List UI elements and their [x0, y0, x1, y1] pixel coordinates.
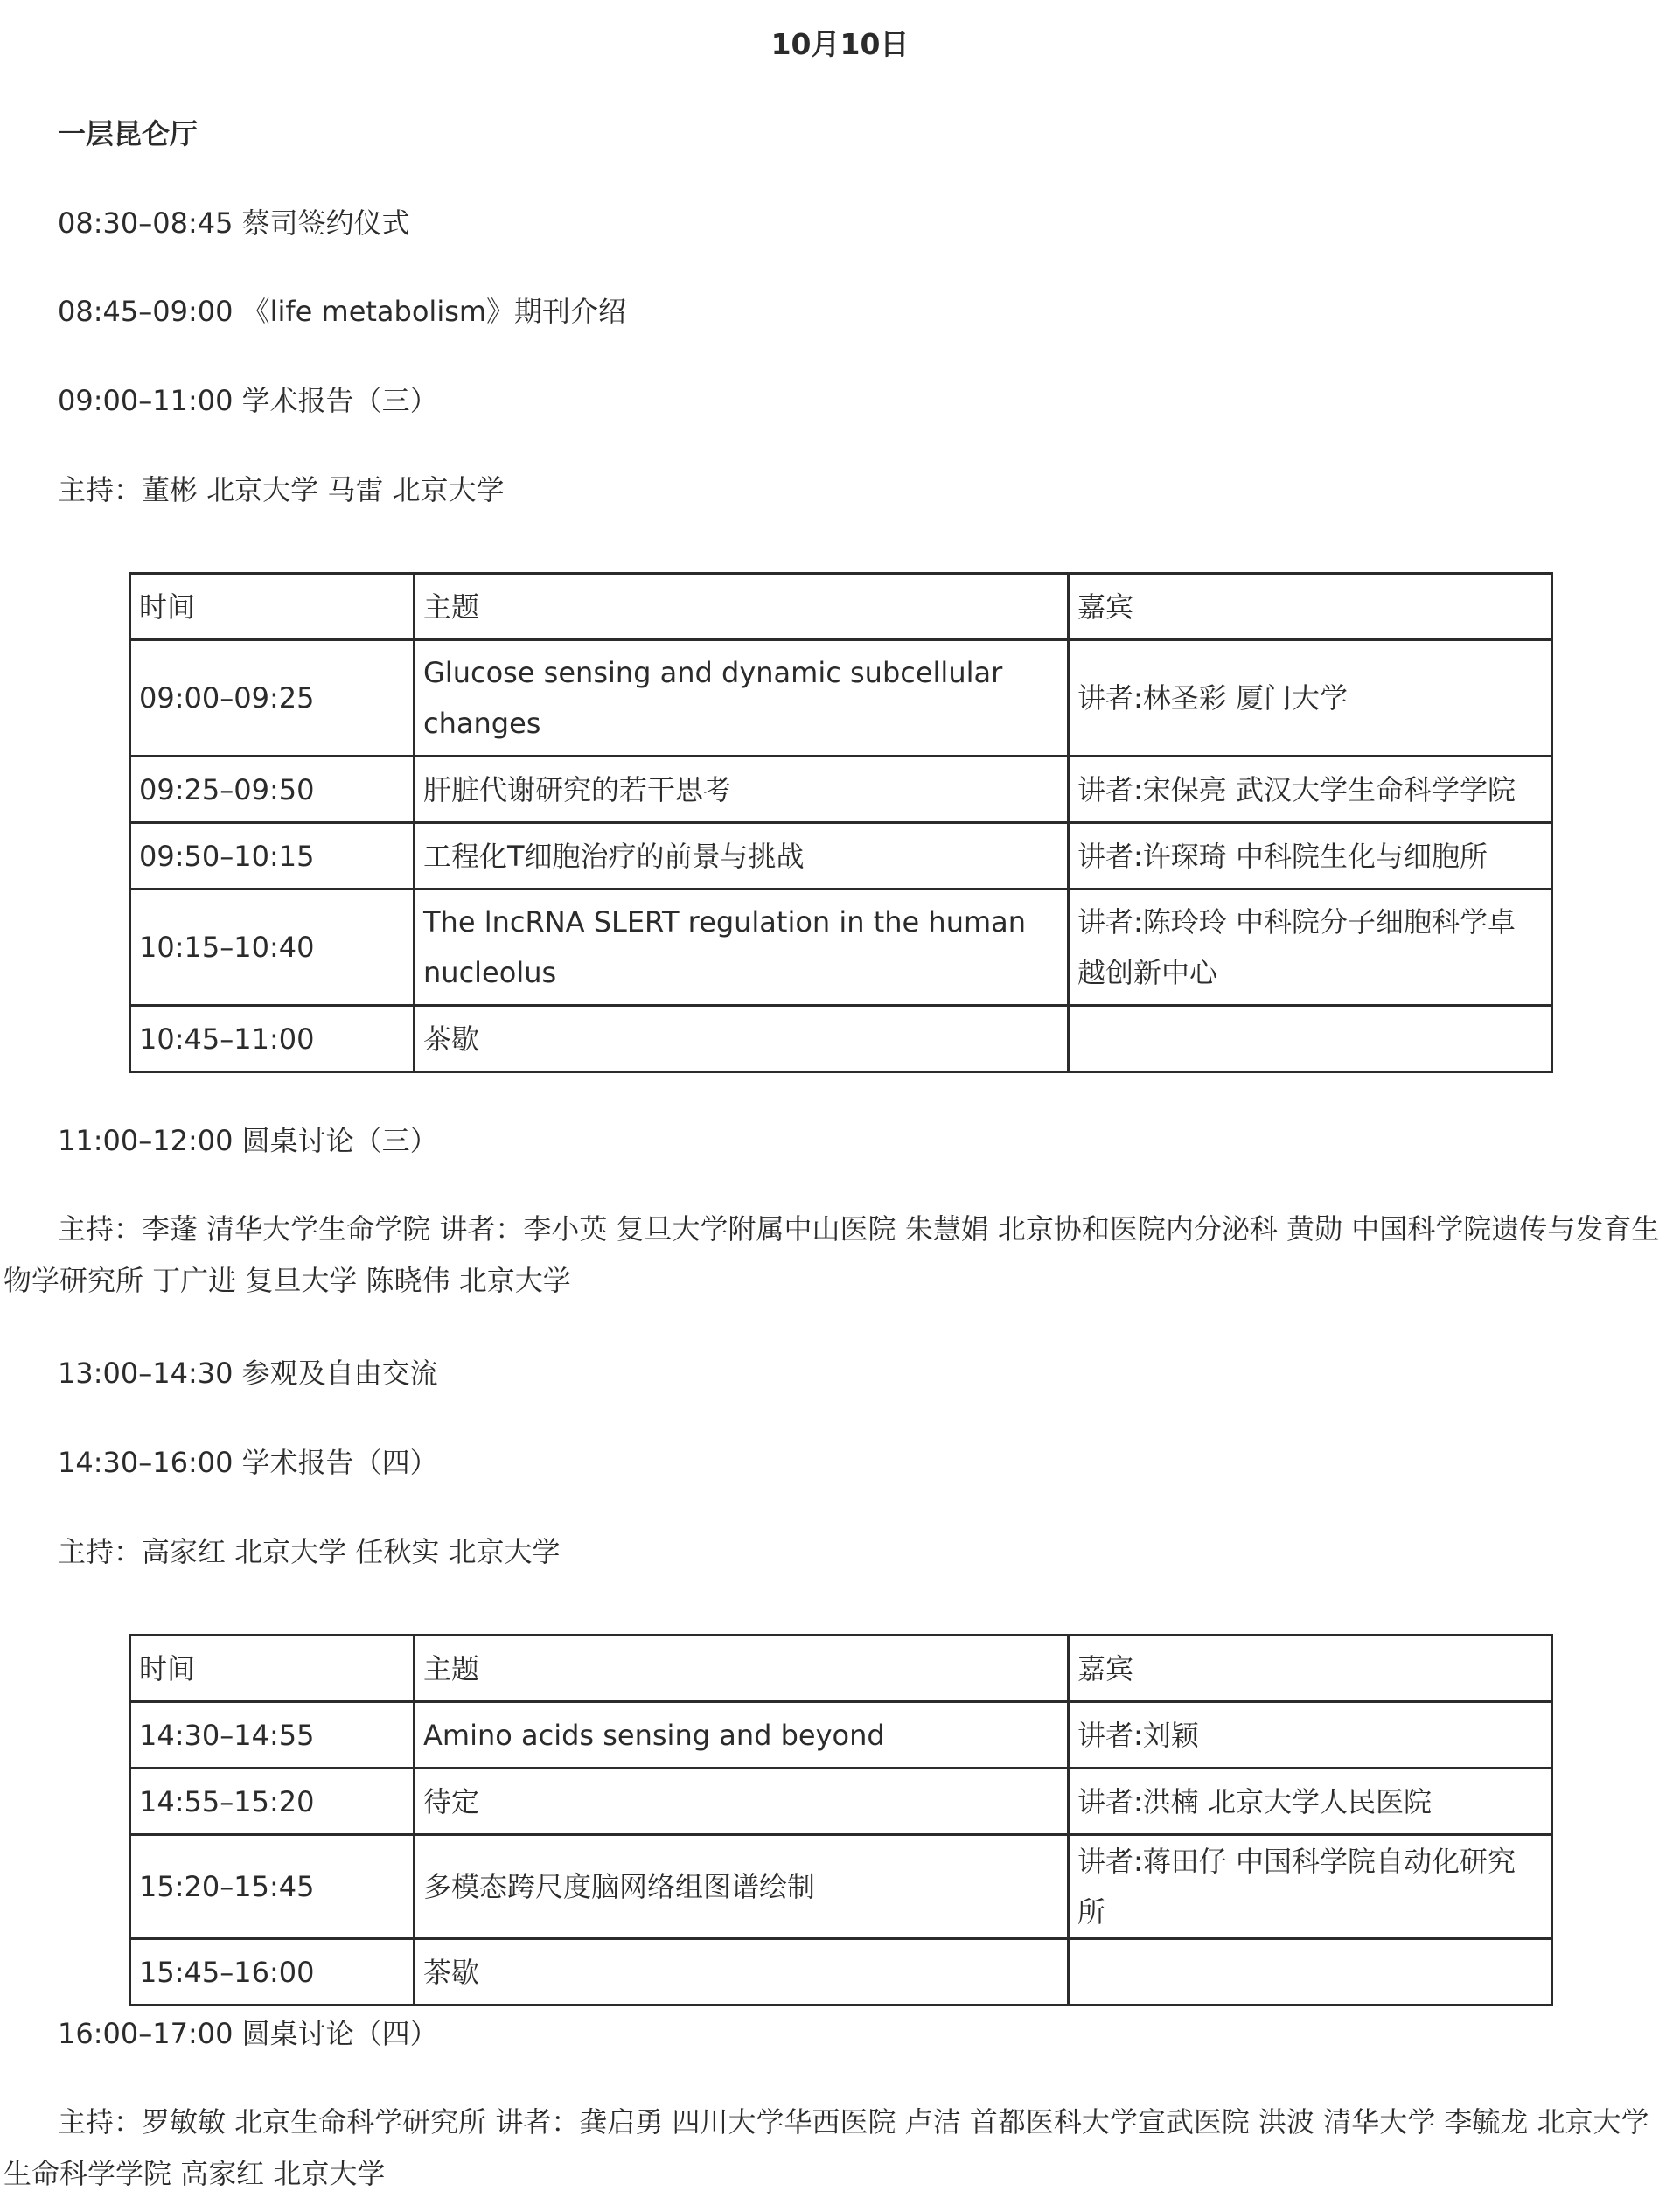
- roundtable-participants: [3, 2097, 1676, 2200]
- topic-cell: Glucose sensing and dynamic subcellular changes: [415, 640, 1069, 757]
- time-cell: 15:20–15:45: [130, 1835, 415, 1939]
- schedule-item: 08:45–09:00 《life metabolism》期刊介绍: [58, 295, 627, 328]
- column-header: 主题: [415, 574, 1069, 640]
- table-row: [130, 1939, 1552, 2006]
- table-row: [130, 890, 1552, 1006]
- topic-cell: 茶歇: [415, 1939, 1069, 2006]
- speaker-cell: 讲者:许琛琦 中科院生化与细胞所: [1069, 823, 1552, 890]
- table-row: [130, 640, 1552, 757]
- time-cell: 09:50–10:15: [130, 823, 415, 890]
- speaker-cell: [1069, 1939, 1552, 2006]
- session-heading: 11:00–12:00 圆桌讨论（三）: [58, 1124, 438, 1157]
- speaker-cell: 讲者:刘颖: [1069, 1702, 1552, 1769]
- session-heading: 14:30–16:00 学术报告（四）: [58, 1446, 438, 1479]
- time-cell: 10:45–11:00: [130, 1006, 415, 1072]
- topic-cell: 多模态跨尺度脑网络组图谱绘制: [415, 1835, 1069, 1939]
- column-header: 时间: [130, 574, 415, 640]
- time-cell: 14:55–15:20: [130, 1769, 415, 1835]
- roundtable-text: 主持：李蓬 清华大学生命学院 讲者：李小英 复旦大学附属中山医院 朱慧娟 北京协和医院内分泌科 黄勋 中国科学院遗传与发育生物学研究所 丁广进 复旦大学 陈晓伟 北京大学: [3, 1212, 1660, 1297]
- session-heading: 09:00–11:00 学术报告（三）: [58, 384, 438, 417]
- speaker-cell: 讲者:陈玲玲 中科院分子细胞科学卓越创新中心: [1069, 890, 1552, 1006]
- topic-cell: 肝脏代谢研究的若干思考: [415, 757, 1069, 823]
- session-chairs: 主持：高家红 北京大学 任秋实 北京大学: [58, 1535, 561, 1568]
- speaker-cell: 讲者:洪楠 北京大学人民医院: [1069, 1769, 1552, 1835]
- roundtable-participants: [3, 1204, 1676, 1307]
- session-heading: 16:00–17:00 圆桌讨论（四）: [58, 2017, 438, 2050]
- column-header: 主题: [415, 1636, 1069, 1702]
- table-row: [130, 823, 1552, 890]
- speaker-cell: [1069, 1006, 1552, 1072]
- table-header-row: [130, 574, 1552, 640]
- table-row: [130, 757, 1552, 823]
- schedule-item: 13:00–14:30 参观及自由交流: [58, 1357, 438, 1390]
- roundtable-text: 主持：罗敏敏 北京生命科学研究所 讲者：龚启勇 四川大学华西医院 卢洁 首都医科大学宣武医院 洪波 清华大学 李毓龙 北京大学生命科学学院 高家红 北京大学: [3, 2105, 1649, 2190]
- table-header-row: [130, 1636, 1552, 1702]
- page-title: 10月10日: [770, 27, 910, 61]
- column-header: 嘉宾: [1069, 1636, 1552, 1702]
- session-table-3: [129, 572, 1553, 1073]
- column-header: 时间: [130, 1636, 415, 1702]
- topic-cell: 工程化T细胞治疗的前景与挑战: [415, 823, 1069, 890]
- time-cell: 09:00–09:25: [130, 640, 415, 757]
- speaker-cell: 讲者:宋保亮 武汉大学生命科学学院: [1069, 757, 1552, 823]
- table-row: [130, 1835, 1552, 1939]
- schedule-item: 08:30–08:45 蔡司签约仪式: [58, 206, 410, 240]
- column-header: 嘉宾: [1069, 574, 1552, 640]
- topic-cell: The lncRNA SLERT regulation in the human nucleolus: [415, 890, 1069, 1006]
- topic-cell: 待定: [415, 1769, 1069, 1835]
- time-cell: 10:15–10:40: [130, 890, 415, 1006]
- venue-heading: 一层昆仑厅: [58, 117, 199, 150]
- table-row: [130, 1769, 1552, 1835]
- session-table-4: [129, 1634, 1553, 2006]
- time-cell: 09:25–09:50: [130, 757, 415, 823]
- topic-cell: Amino acids sensing and beyond: [415, 1702, 1069, 1769]
- table-row: [130, 1702, 1552, 1769]
- session-chairs: 主持：董彬 北京大学 马雷 北京大学: [58, 473, 505, 506]
- time-cell: 14:30–14:55: [130, 1702, 415, 1769]
- topic-cell: 茶歇: [415, 1006, 1069, 1072]
- speaker-cell: 讲者:林圣彩 厦门大学: [1069, 640, 1552, 757]
- speaker-cell: 讲者:蒋田仔 中国科学院自动化研究所: [1069, 1835, 1552, 1939]
- table-row: [130, 1006, 1552, 1072]
- time-cell: 15:45–16:00: [130, 1939, 415, 2006]
